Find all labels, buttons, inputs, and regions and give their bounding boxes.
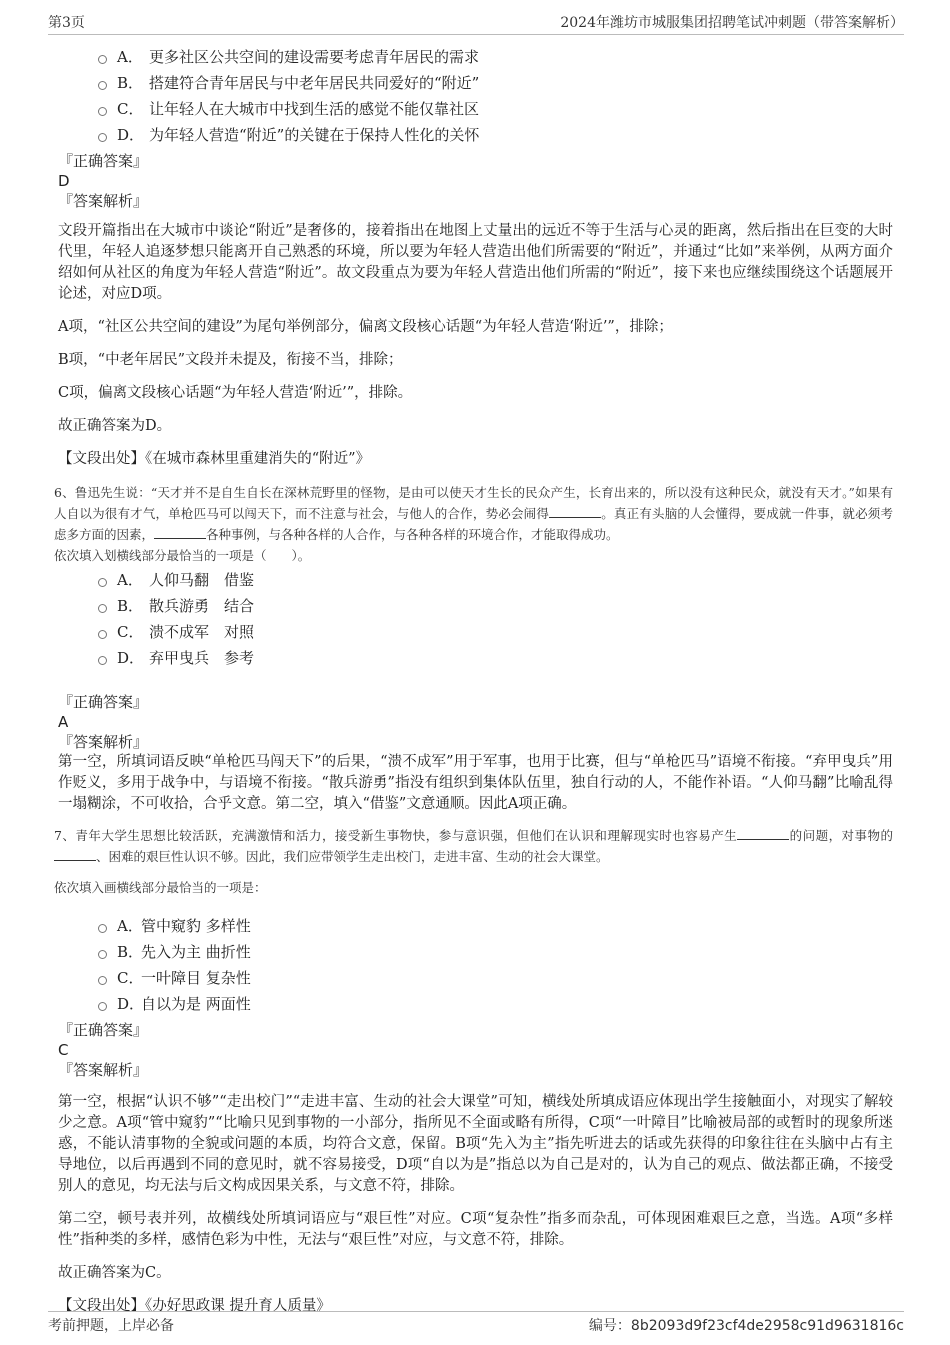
q6-option-a[interactable]: A． 人仰马翻 借鉴 bbox=[98, 566, 893, 592]
source-citation: 【文段出处】《办好思政课 提升育人质量》 bbox=[58, 1298, 331, 1314]
analysis-paragraph: 第二空，顿号表并列，故横线处所填词语应与“艰巨性”对应。C项“复杂性”指多而杂乱，可体现困难艰巨之意，当选。A项“多样性”指种类的多样，感情色彩为中性，无法与“艰巨性”对应，与文意不符，排除。 bbox=[58, 1211, 893, 1248]
q5-options bbox=[98, 43, 893, 147]
q5-option-b[interactable]: B． 搭建符合青年居民与中老年居民共同爱好的“附近” bbox=[98, 69, 893, 95]
q7-option-b[interactable]: B． 先入为主 曲折性 bbox=[98, 938, 893, 964]
q6-option-d[interactable]: D． 弃甲曳兵 参考 bbox=[98, 644, 893, 670]
question-prompt: 依次填入画横线部分最恰当的一项是： bbox=[54, 880, 267, 895]
question-stem: 6、鲁迅先生说：“天才并不是自生自长在深林荒野里的怪物，是由可以使天才生长的民众产生，长育出来的，所以没有这种民众，就没有天才。”如果有人自以为很有才气，单枪匹马可以闯天下，而不注意与社会，与他人的合作，势必会闹得 。真正有头脑的人会懂得，要成就一件事，就必须考虑多方面的因素， 各种事例，与各种各样的人合作，与各种各样的环境合作，才能取得成功。 bbox=[54, 485, 893, 542]
analysis-paragraph: B项，“中老年居民”文段并未提及，衔接不当，排除； bbox=[58, 352, 403, 368]
answer-value: C bbox=[58, 1041, 69, 1059]
fill-blank bbox=[154, 524, 206, 539]
document-title: 2024年潍坊市城服集团招聘笔试冲刺题（带答案解析） bbox=[560, 15, 904, 31]
analysis-label: 『答案解析』 bbox=[58, 1061, 149, 1079]
fill-blank bbox=[54, 846, 96, 861]
analysis-conclusion: 故正确答案为D。 bbox=[58, 418, 172, 434]
analysis-paragraph: A项，“社区公共空间的建设”为尾句举例部分，偏离文段核心话题“为年轻人营造‘附近’”，排除； bbox=[58, 319, 673, 335]
analysis-label: 『答案解析』 bbox=[58, 192, 149, 210]
footer-slogan: 考前押题，上岸必备 bbox=[48, 1318, 174, 1334]
source-citation: 【文段出处】《在城市森林里重建消失的“附近”》 bbox=[58, 451, 371, 467]
q5-option-a[interactable]: A． 更多社区公共空间的建设需要考虑青年居民的需求 bbox=[98, 43, 893, 69]
q6-option-c[interactable]: C． 溃不成军 对照 bbox=[98, 618, 893, 644]
radio-icon[interactable] bbox=[98, 924, 107, 933]
answer-value: D bbox=[58, 172, 70, 190]
radio-icon[interactable] bbox=[98, 630, 107, 639]
page-number: 第3页 bbox=[48, 15, 85, 31]
radio-icon[interactable] bbox=[98, 656, 107, 665]
q7-option-a[interactable]: A． 管中窥豹 多样性 bbox=[98, 912, 893, 938]
radio-icon[interactable] bbox=[98, 976, 107, 985]
q5-option-d[interactable]: D． 为年轻人营造“附近”的关键在于保持人性化的关怀 bbox=[98, 121, 893, 147]
document-code: 编号：8b2093d9f23cf4de2958c91d9631816c bbox=[588, 1318, 904, 1334]
analysis-paragraph: C项，偏离文段核心话题“为年轻人营造‘附近’”，排除。 bbox=[58, 385, 413, 401]
analysis-paragraph: 文段开篇指出在大城市中谈论“附近”是奢侈的，接着指出在地图上丈量出的远近不等于生活与心灵的距离，然后指出在巨变的大时代里，年轻人追逐梦想只能离开自己熟悉的环境，所以要为年轻人营造出他们所需要的“附近”，并通过“比如”来举例，从两方面介绍如何从社区的角度为年轻人营造“附近”。故文段重点为要为年轻人营造出他们所需的“附近”，接下来也应继续围绕这个话题展开论述，对应D项。 bbox=[58, 223, 893, 302]
question-stem: 7、青年大学生思想比较活跃，充满激情和活力，接受新生事物快，参与意识强，但他们在认识和理解现实时也容易产生 的问题，对事物的、困难的艰巨性认识不够。因此，我们应带领学生走出校门，走进丰富、生动的社会大课堂。 bbox=[54, 825, 893, 867]
fill-blank bbox=[549, 503, 601, 518]
page-content bbox=[54, 43, 893, 1317]
answer-label: 『正确答案』 bbox=[58, 693, 149, 711]
answer-label: 『正确答案』 bbox=[58, 152, 149, 170]
fill-blank bbox=[737, 825, 789, 840]
radio-icon[interactable] bbox=[98, 578, 107, 587]
answer-value: A bbox=[58, 713, 69, 731]
analysis-label: 『答案解析』 bbox=[58, 733, 149, 751]
q6-option-b[interactable]: B． 散兵游勇 结合 bbox=[98, 592, 893, 618]
analysis-paragraph: 第一空，根据“认识不够”“走出校门”“走进丰富、生动的社会大课堂”可知，横线处所填成语应体现出学生接触面小，对现实了解较少之意。A项“管中窥豹”“比喻只见到事物的一小部分，指所见不全面或略有所得，C项“一叶障目”比喻被局部的或暂时的现象所迷惑，不能认清事物的全貌或问题的本质，均符合文意，保留。B项“先入为主”指先听进去的话或先获得的印象往往在头脑中占有主导地位，以后再遇到不同的意见时，就不容易接受，D项“自以为是”指总以为自己是对的，认为自己的观点、做法都正确，不接受别人的意见，均无法与后文构成因果关系，与文意不符，排除。 bbox=[58, 1094, 893, 1194]
analysis-conclusion: 故正确答案为C。 bbox=[58, 1265, 171, 1281]
radio-icon[interactable] bbox=[98, 1002, 107, 1011]
question-prompt: 依次填入划横线部分最恰当的一项是（ ）。 bbox=[54, 548, 311, 563]
q7-option-d[interactable]: D． 自以为是 两面性 bbox=[98, 990, 893, 1016]
radio-icon[interactable] bbox=[98, 107, 107, 116]
radio-icon[interactable] bbox=[98, 604, 107, 613]
radio-icon[interactable] bbox=[98, 950, 107, 959]
q7-options bbox=[98, 912, 893, 1016]
radio-icon[interactable] bbox=[98, 81, 107, 90]
analysis-paragraph: 第一空，所填词语反映“单枪匹马闯天下”的后果，“溃不成军”用于军事，也用于比赛，但与“单枪匹马”语境不衔接。“弃甲曳兵”用作贬义，多用于战争中，与语境不衔接。“散兵游勇”指没有组织到集体队伍里，独自行动的人，不能作补语。“人仰马翻”比喻乱得一塌糊涂，不可收拾，合乎文意。第二空，填入“借鉴”文意通顺。因此A项正确。 bbox=[58, 754, 893, 812]
q7-option-c[interactable]: C． 一叶障目 复杂性 bbox=[98, 964, 893, 990]
radio-icon[interactable] bbox=[98, 55, 107, 64]
page-footer bbox=[48, 1311, 904, 1336]
page-header bbox=[48, 12, 904, 35]
radio-icon[interactable] bbox=[98, 133, 107, 142]
q6-options bbox=[98, 566, 893, 670]
answer-label: 『正确答案』 bbox=[58, 1021, 149, 1039]
q5-option-c[interactable]: C． 让年轻人在大城市中找到生活的感觉不能仅靠社区 bbox=[98, 95, 893, 121]
